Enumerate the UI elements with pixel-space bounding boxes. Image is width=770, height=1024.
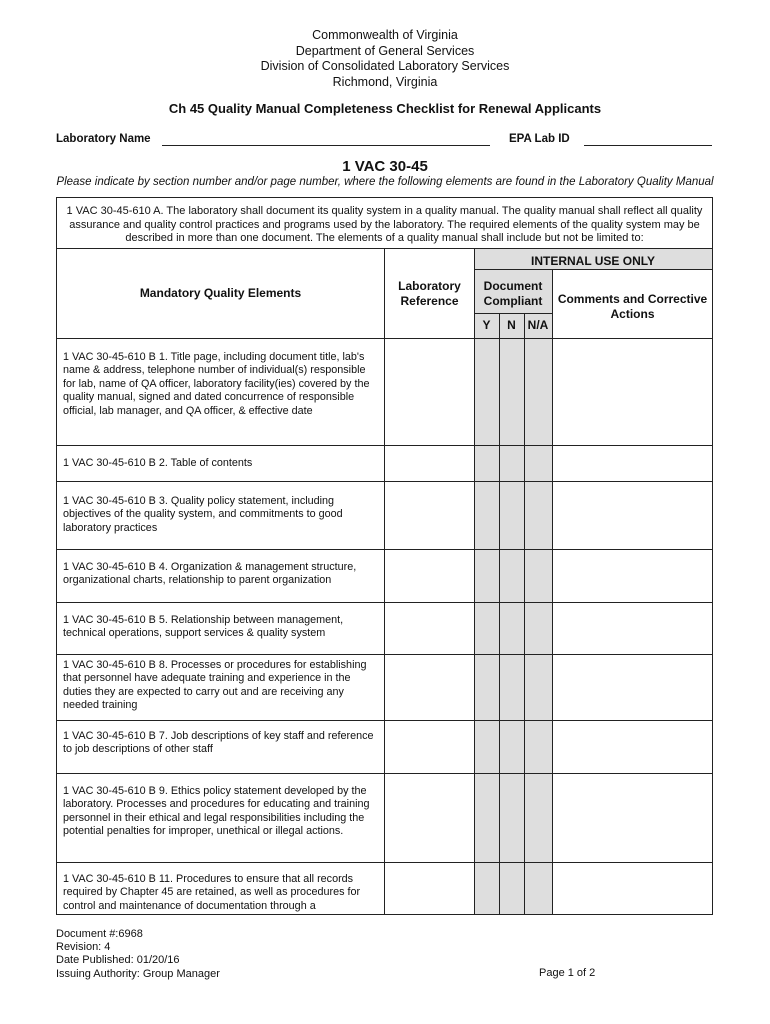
table-row: 1 VAC 30-45-610 B 7. Job descriptions of key staff and reference to job descriptions of other staff [63, 730, 374, 756]
date-published: Date Published: 01/20/16 [56, 954, 180, 967]
divider [384, 249, 385, 915]
divider [474, 249, 475, 915]
compliance-column-shading [474, 269, 552, 915]
divider [474, 269, 712, 270]
intro-paragraph: 1 VAC 30-45-610 A. The laboratory shall document its quality system in a quality manual. The quality manual shall reflect all quality assurance and quality control practices and programs used by the laboratory. The required elements of the quality system may be described in more than one document. The elements of a quality manual shall include but not be limited to: [57, 198, 712, 249]
table-row: 1 VAC 30-45-610 B 9. Ethics policy statement developed by the laboratory. Processes and procedures for educating and training personnel in their ethical and legal responsibilities including the potential penalties for improper, unethical or illegal actions. [63, 785, 370, 838]
header-internal-use-only: INTERNAL USE ONLY [530, 254, 656, 268]
table-row: 1 VAC 30-45-610 B 2. Table of contents [63, 457, 253, 469]
document-title: Ch 45 Quality Manual Completeness Checklist for Renewal Applicants [168, 101, 602, 116]
row-divider [57, 654, 712, 655]
checklist-table [56, 197, 713, 915]
row-divider [57, 602, 712, 603]
row-divider [57, 720, 712, 721]
divider [57, 338, 712, 339]
table-row: 1 VAC 30-45-610 B 11. Procedures to ensure that all records required by Chapter 45 are retained, as well as procedures for control and maintenance of documentation through a [63, 873, 361, 912]
header-line-2: Department of General Services [295, 43, 475, 58]
document-footer [56, 928, 220, 981]
instruction-text: Please indicate by section number and/or page number, where the following elements are found in the Laboratory Quality Manual [56, 176, 714, 188]
row-divider [57, 481, 712, 482]
row-divider [57, 773, 712, 774]
header-comments: Comments and Corrective Actions [557, 292, 708, 321]
lab-name-label: Laboratory Name [56, 133, 151, 145]
document-number: Document #:6968 [56, 928, 143, 940]
header-mandatory-elements: Mandatory Quality Elements [139, 286, 302, 300]
header-line-3: Division of Consolidated Laboratory Services [260, 59, 510, 73]
table-row: 1 VAC 30-45-610 B 4. Organization & management structure, organizational charts, relationship to parent organization [63, 561, 357, 587]
header-y: Y [482, 318, 491, 332]
header-n: N [507, 318, 516, 332]
regulation-title: 1 VAC 30-45 [342, 158, 428, 175]
header-line-1: Commonwealth of Virginia [312, 28, 458, 42]
header-laboratory-reference: Laboratory Reference [398, 279, 461, 308]
table-row: 1 VAC 30-45-610 B 8. Processes or procedures for establishing that personnel have adequate training and experience in the duties they are expected to carry out and are receiving any needed training [63, 659, 367, 712]
row-divider [57, 862, 712, 863]
divider [524, 313, 525, 915]
table-row: 1 VAC 30-45-610 B 3. Quality policy statement, including objectives of the quality system, and commitments to good laboratory practices [63, 495, 343, 534]
row-divider [57, 445, 712, 446]
table-row: 1 VAC 30-45-610 B 5. Relationship between management, technical operations, support services & quality system [63, 614, 344, 640]
epa-lab-id-label: EPA Lab ID [509, 133, 570, 145]
table-row: 1 VAC 30-45-610 B 1. Title page, including document title, lab's name & address, telephone number of individual(s) responsible for lab, name of QA officer, laboratory facility(ies) covered by the quality manual, signed and dated concurrence of responsible official, lab manager, and QA officer, & effective date [63, 351, 370, 417]
lab-name-field[interactable] [162, 145, 490, 146]
epa-lab-id-field[interactable] [584, 145, 712, 146]
revision: Revision: 4 [56, 941, 111, 954]
row-divider [57, 549, 712, 550]
divider [499, 313, 500, 915]
header-line-4: Richmond, Virginia [332, 74, 438, 89]
divider [552, 269, 553, 915]
header-na: N/A [527, 318, 549, 332]
agency-header [0, 28, 770, 90]
issuing-authority: Issuing Authority: Group Manager [56, 967, 220, 980]
page-number: Page 1 of 2 [539, 967, 596, 979]
header-document-compliant: Document Compliant [483, 279, 543, 308]
divider [474, 313, 552, 314]
